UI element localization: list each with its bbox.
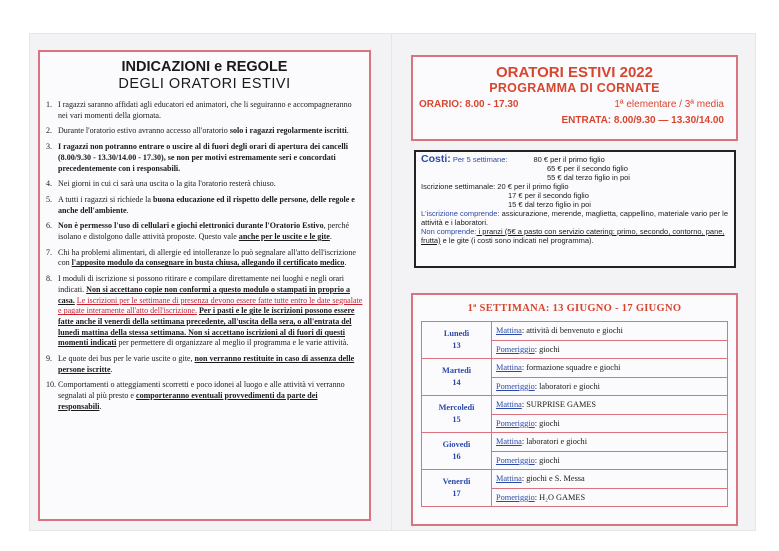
rule-text: per permettere di organizzare al meglio il programma e le varie attività. <box>116 338 349 348</box>
rule-text: . <box>329 232 332 242</box>
rules-list <box>46 100 363 413</box>
rule-text: . <box>99 401 102 411</box>
rule-number: 10. <box>46 380 57 390</box>
rule-item <box>46 248 363 269</box>
hours-row <box>419 99 730 110</box>
morning-text: : laboratori e giochi <box>521 437 588 446</box>
rules-panel <box>38 50 371 521</box>
day-name: Venerdì <box>442 477 471 486</box>
excludes-label: Non comprende: <box>421 227 477 236</box>
rule-item <box>46 380 363 412</box>
day-name: Mercoledì <box>438 403 475 412</box>
rule-number: 8. <box>46 274 53 284</box>
schedule-activities <box>492 322 728 359</box>
rule-item <box>46 100 363 121</box>
rule-number: 5. <box>46 194 53 204</box>
morning-label: Mattina <box>496 363 522 372</box>
rule-text: Durante l'oratorio estivo avranno accesso all'oratorio <box>58 126 230 136</box>
rule-text: Nei giorni in cui ci sarà una uscita o la gita l'oratorio resterà chiuso. <box>58 179 276 189</box>
target-grades: 1ª elementare / 3ª media <box>614 99 724 110</box>
afternoon-text: : laboratori e giochi <box>534 382 600 391</box>
day-date: 16 <box>452 452 461 461</box>
day-date: 15 <box>452 415 461 424</box>
rule-text: . <box>346 126 349 136</box>
rule-text: I moduli di iscrizione si possono ritirare e compilare direttamente nei luoghi e negli orari indicati. <box>58 274 345 294</box>
rule-text: Le iscrizioni per le settimane di presenza devono essere fatte tutte entro le date segnalate e pagate interamente all'atto dell'iscrizione. <box>58 295 363 316</box>
rules-title <box>46 59 363 93</box>
rule-text: . <box>344 258 347 268</box>
includes-label: L'iscrizione comprende: <box>421 209 500 218</box>
schedule-row <box>422 359 728 396</box>
includes-text: assicurazione, merende, maglietta, cappellino, materiale vario per le attività e i laboratori. <box>421 209 729 227</box>
day-date: 14 <box>452 378 461 387</box>
rule-number: 7. <box>46 247 53 257</box>
morning-label: Mattina <box>496 474 522 483</box>
rules-title-line1: INDICAZIONI e REGOLE <box>121 59 288 75</box>
rule-item <box>46 179 363 190</box>
program-title: ORATORI ESTIVI 2022 <box>496 64 653 81</box>
afternoon-activity <box>492 377 727 395</box>
rule-item <box>46 274 363 349</box>
schedule-day <box>422 322 492 359</box>
rule-item <box>46 221 363 242</box>
schedule-row <box>422 470 728 507</box>
afternoon-activity <box>492 488 727 506</box>
schedule-activities <box>492 470 728 507</box>
rule-text: Non è permesso l'uso di cellulari e giochi elettronici durante l'Oratorio Estivo <box>58 221 324 231</box>
morning-label: Mattina <box>496 326 522 335</box>
cost-reg-2: 17 € per il secondo figlio <box>508 191 589 200</box>
rule-text: I ragazzi saranno affidati agli educatori ed animatori, che li seguiranno e accompagneranno nei vari momenti della giornata. <box>58 100 352 120</box>
afternoon-label: Pomeriggio <box>496 382 535 391</box>
morning-text: : formazione squadre e giochi <box>521 363 621 372</box>
schedule-row <box>422 322 728 359</box>
morning-text: : attività di benvenuto e giochi <box>521 326 623 335</box>
morning-activity <box>492 359 727 377</box>
morning-text: : giochi e S. Messa <box>521 474 585 483</box>
schedule-activities <box>492 433 728 470</box>
opening-hours: ORARIO: 8.00 - 17.30 <box>419 99 519 110</box>
afternoon-activity <box>492 340 727 358</box>
afternoon-text: : giochi <box>534 419 560 428</box>
schedule-day <box>422 396 492 433</box>
rule-number: 2. <box>46 126 53 136</box>
morning-activity <box>492 396 727 414</box>
day-date: 17 <box>452 489 461 498</box>
costs-reg-intro: Iscrizione settimanale: <box>421 182 498 191</box>
costs-box <box>414 150 736 268</box>
rule-text: Per i pasti e le gite le iscrizioni possono essere fatte anche il venerdì della settimana precedente, all'uscita della sera, o all'entrata del lunedì mattina della stessa settimana. Non si accettano iscrizioni al di fuori di questi momenti indicati <box>58 306 355 348</box>
rule-number: 3. <box>46 142 53 152</box>
rule-text: comporteranno eventuali provvedimenti da parte dei responsabili <box>58 391 318 411</box>
afternoon-text: : H₂O GAMES <box>534 493 586 502</box>
afternoon-label: Pomeriggio <box>496 493 535 502</box>
cost-weekly-2: 65 € per il secondo figlio <box>547 164 628 173</box>
schedule-title: 1ª SETTIMANA: 13 GIUGNO - 17 GIUGNO <box>467 303 682 314</box>
costs-weekly-intro: Per 5 settimane: <box>450 155 508 164</box>
afternoon-activity <box>492 451 727 469</box>
rule-text: Non si accettano copie non conformi a questo modulo o stampati in proprio a casa. <box>58 284 350 305</box>
cost-reg-3: 15 € dal terzo figlio in poi <box>508 200 591 209</box>
rule-text: anche per le uscite e le gite <box>238 232 330 242</box>
rule-item <box>46 354 363 375</box>
rule-text: buona educazione ed il rispetto delle persone, delle regole e anche dell'ambiente <box>58 194 355 215</box>
entry-times: ENTRATA: 8.00/9.30 — 13.30/14.00 <box>561 115 724 126</box>
schedule-table <box>421 321 728 507</box>
afternoon-label: Pomeriggio <box>496 456 535 465</box>
afternoon-text: : giochi <box>534 345 560 354</box>
afternoon-label: Pomeriggio <box>496 345 535 354</box>
rule-text: Comportamenti o atteggiamenti scorretti e poco idonei al luogo e alle attività vi verranno segnalati al più presto e <box>58 380 345 401</box>
day-name: Martedì <box>441 366 472 375</box>
costs-includes <box>421 209 729 227</box>
excludes-text-trips: e le gite (i costi sono indicati nel programma). <box>440 236 594 245</box>
rule-text: , perché isolano e distolgono dalle attività proposte. Questo vale <box>58 221 350 242</box>
morning-label: Mattina <box>496 437 522 446</box>
rule-text: solo i ragazzi regolarmente iscritti <box>229 126 347 136</box>
rule-text: non verranno restituite in caso di assenza delle persone iscritte <box>58 354 355 374</box>
day-name: Giovedì <box>442 440 471 449</box>
rule-number: 9. <box>46 354 53 364</box>
morning-activity <box>492 470 727 488</box>
rule-text: Le quote dei bus per le varie uscite o gite, <box>58 354 195 364</box>
rule-text: . <box>110 364 113 374</box>
rule-number: 1. <box>46 100 53 109</box>
cost-weekly-1: 80 € per il primo figlio <box>533 155 605 164</box>
schedule-activities <box>492 396 728 433</box>
rule-item <box>46 126 363 137</box>
schedule-day <box>422 470 492 507</box>
schedule-day <box>422 359 492 396</box>
program-header <box>411 55 738 141</box>
rule-text: Chi ha problemi alimentari, di allergie ed intolleranze lo può segnalare all'atto dell'iscrizione con <box>58 247 356 268</box>
day-name: Lunedì <box>443 329 470 338</box>
afternoon-activity <box>492 414 727 432</box>
excludes-text-meals: i pranzi (5€ a pasto con servizio catering: primo, secondo, contorno, pane, frutta) <box>421 227 725 245</box>
schedule-activities <box>492 359 728 396</box>
costs-label: Costi: <box>421 153 451 165</box>
rule-number: 6. <box>46 221 53 231</box>
schedule-row <box>422 396 728 433</box>
day-date: 13 <box>452 341 461 350</box>
afternoon-label: Pomeriggio <box>496 419 535 428</box>
rule-text: A tutti i ragazzi si richiede la <box>58 194 153 204</box>
rule-text: l'apposito modulo da consegnare in busta chiusa, allegando il certificato medico <box>71 258 345 268</box>
schedule-row <box>422 433 728 470</box>
costs-reg-line <box>421 182 729 191</box>
afternoon-text: : giochi <box>534 456 560 465</box>
morning-label: Mattina <box>496 400 522 409</box>
schedule-day <box>422 433 492 470</box>
morning-text: : SURPRISE GAMES <box>521 400 597 409</box>
rules-title-line2: DEGLI ORATORI ESTIVI <box>118 76 291 92</box>
morning-activity <box>492 322 727 340</box>
costs-excludes <box>421 227 729 245</box>
morning-activity <box>492 433 727 451</box>
rule-number: 4. <box>46 179 53 189</box>
rule-item <box>46 195 363 216</box>
cost-weekly-3: 55 € dal terzo figlio in poi <box>547 173 630 182</box>
rule-text: . <box>126 205 129 215</box>
rule-text: I ragazzi non potranno entrare o uscire al di fuori degli orari di apertura dei cancelli (8.00/9.30 - 13.30/14.00 - 17.30), se non per motivi estremamente seri e concordati precedentemente con i responsabili. <box>58 142 349 173</box>
program-subtitle: PROGRAMMA DI CORNATE <box>489 81 660 95</box>
schedule-panel <box>411 293 738 526</box>
costs-weekly-line <box>421 155 729 164</box>
cost-reg-1: 20 € per il primo figlio <box>497 182 569 191</box>
rule-item <box>46 142 363 174</box>
